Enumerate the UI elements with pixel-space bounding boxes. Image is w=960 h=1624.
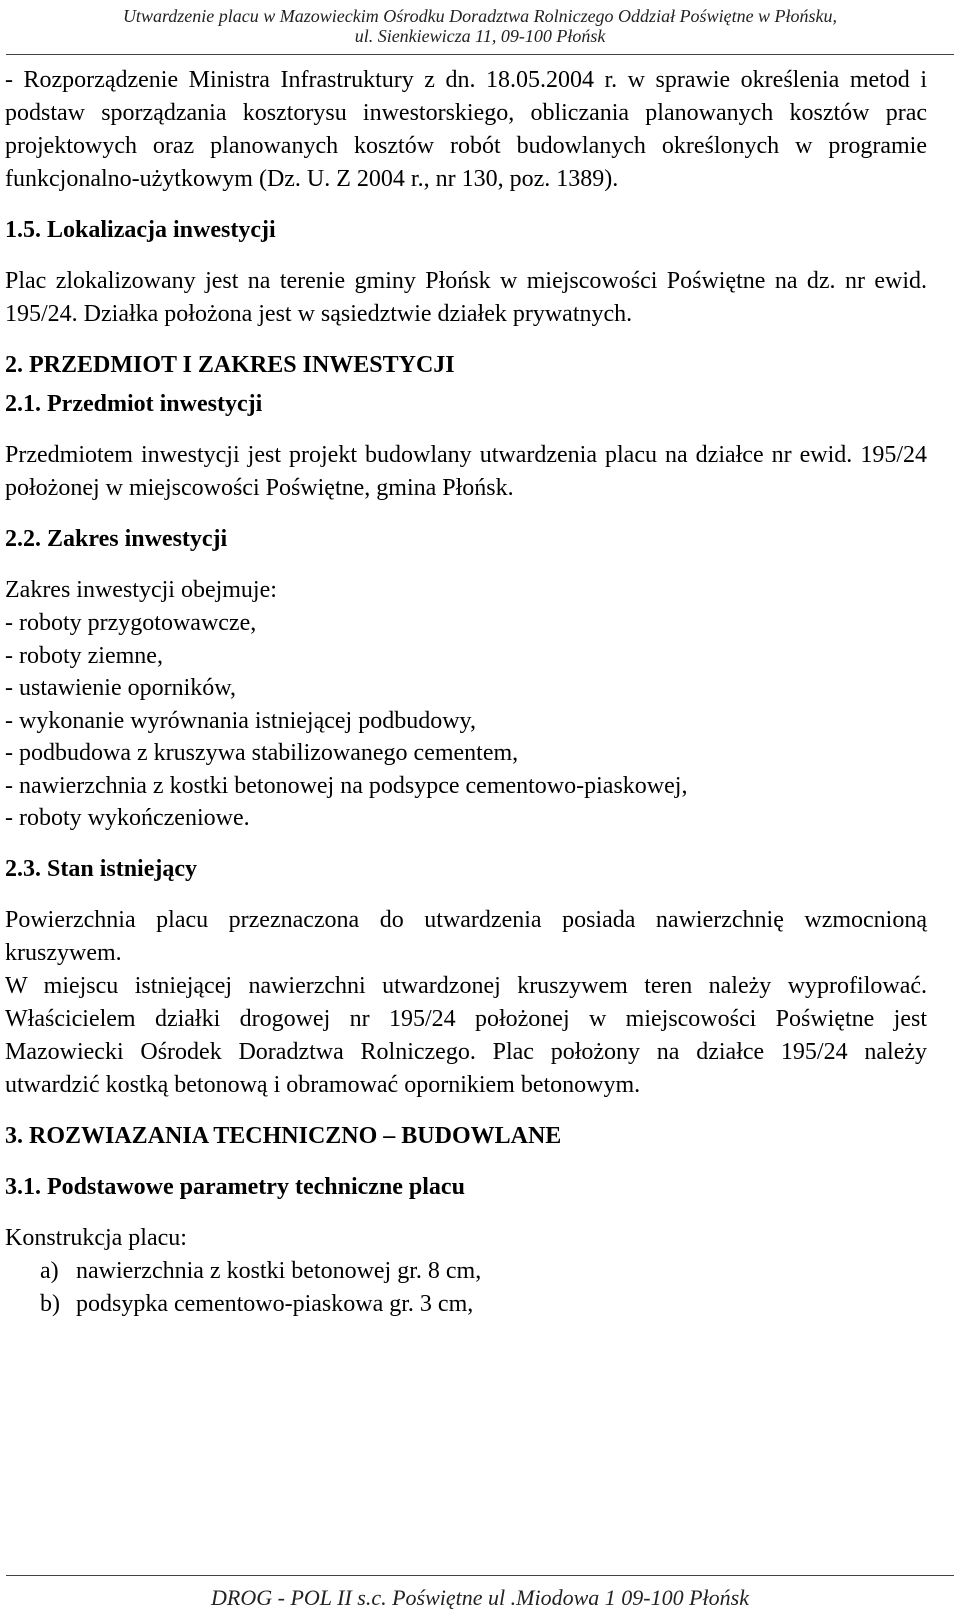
section-2-heading: 2. PRZEDMIOT I ZAKRES INWESTYCJI	[5, 352, 455, 378]
page-footer	[0, 1585, 960, 1611]
construction-list	[5, 1255, 927, 1321]
list-marker: a)	[40, 1257, 59, 1284]
scope-list	[5, 607, 927, 835]
section-1-5-text: Plac zlokalizowany jest na terenie gminy Płońsk w miejscowości Poświętne na dz. nr ewid. 195/24. Działka położona jest w sąsiedztwie działek prywatnych.	[5, 268, 927, 327]
list-item-text: podsypka cementowo-piaskowa gr. 3 cm,	[76, 1290, 474, 1317]
section-2-3-paragraph-1: Powierzchnia placu przeznaczona do utwardzenia posiada nawierzchnię wzmocnioną kruszywem.	[5, 906, 927, 966]
list-item-text: nawierzchnia z kostki betonowej gr. 8 cm,	[76, 1257, 482, 1284]
document-body	[5, 64, 927, 1321]
list-item: - roboty przygotowawcze,	[5, 610, 257, 636]
list-item: - podbudowa z kruszywa stabilizowanego cementem,	[5, 740, 519, 766]
header-line-1: Utwardzenie placu w Mazowieckim Ośrodku Doradztwa Rolniczego Oddział Poświętne w Płońsku,	[122, 6, 838, 26]
section-1-5-heading: 1.5. Lokalizacja inwestycji	[5, 217, 276, 243]
page-header	[0, 6, 960, 46]
list-item	[5, 1255, 927, 1288]
section-2-1-text: Przedmiotem inwestycji jest projekt budowlany utwardzenia placu na działce nr ewid. 195/24 położonej w miejscowości Poświętne, gmina Płońsk.	[5, 442, 927, 501]
section-2-3-heading: 2.3. Stan istniejący	[5, 855, 197, 882]
header-line-2: ul. Sienkiewicza 11, 09-100 Płońsk	[354, 26, 606, 46]
footer-text: DROG - POL II s.c. Poświętne ul .Miodowa 1 09-100 Płońsk	[211, 1585, 749, 1610]
section-2-1-heading: 2.1. Przedmiot inwestycji	[5, 391, 263, 417]
list-item: - roboty wykończeniowe.	[5, 805, 250, 831]
section-2-2-heading: 2.2. Zakres inwestycji	[5, 526, 228, 552]
list-item: - roboty ziemne,	[5, 642, 163, 669]
list-item: - nawierzchnia z kostki betonowej na podsypce cementowo-piaskowej,	[5, 772, 688, 799]
footer-divider	[6, 1575, 954, 1576]
section-2-2-intro: Zakres inwestycji obejmuje:	[5, 577, 277, 603]
section-3-1-heading: 3.1. Podstawowe parametry techniczne placu	[5, 1173, 465, 1200]
list-item	[5, 1288, 927, 1321]
list-item: - wykonanie wyrównania istniejącej podbudowy,	[5, 707, 476, 734]
list-marker: b)	[40, 1290, 60, 1317]
header-divider	[6, 54, 954, 55]
section-3-1-intro: Konstrukcja placu:	[5, 1224, 187, 1251]
list-item: - ustawienie oporników,	[5, 675, 237, 701]
intro-paragraph: - Rozporządzenie Ministra Infrastruktury z dn. 18.05.2004 r. w sprawie określenia metod i podstaw sporządzania kosztorysu inwestorskiego, obliczania planowanych kosztów prac projektowych oraz planowanych kosztów robót budowlanych określonych w programie funkcjonalno-użytkowym (Dz. U. Z 2004 r., nr 130, poz. 1389).	[5, 67, 927, 192]
section-3-heading: 3. ROZWIAZANIA TECHNICZNO – BUDOWLANE	[5, 1122, 562, 1149]
section-2-3-paragraph-2: W miejscu istniejącej nawierzchni utwardzonej kruszywem teren należy wyprofilować. Właścicielem działki drogowej nr 195/24 położonej w miejscowości Poświętne jest Mazowiecki Ośrodek Doradztwa Rolniczego. Plac położony na działce 195/24 należy utwardzić kostką betonową i obramować opornikiem betonowym.	[5, 972, 927, 1098]
